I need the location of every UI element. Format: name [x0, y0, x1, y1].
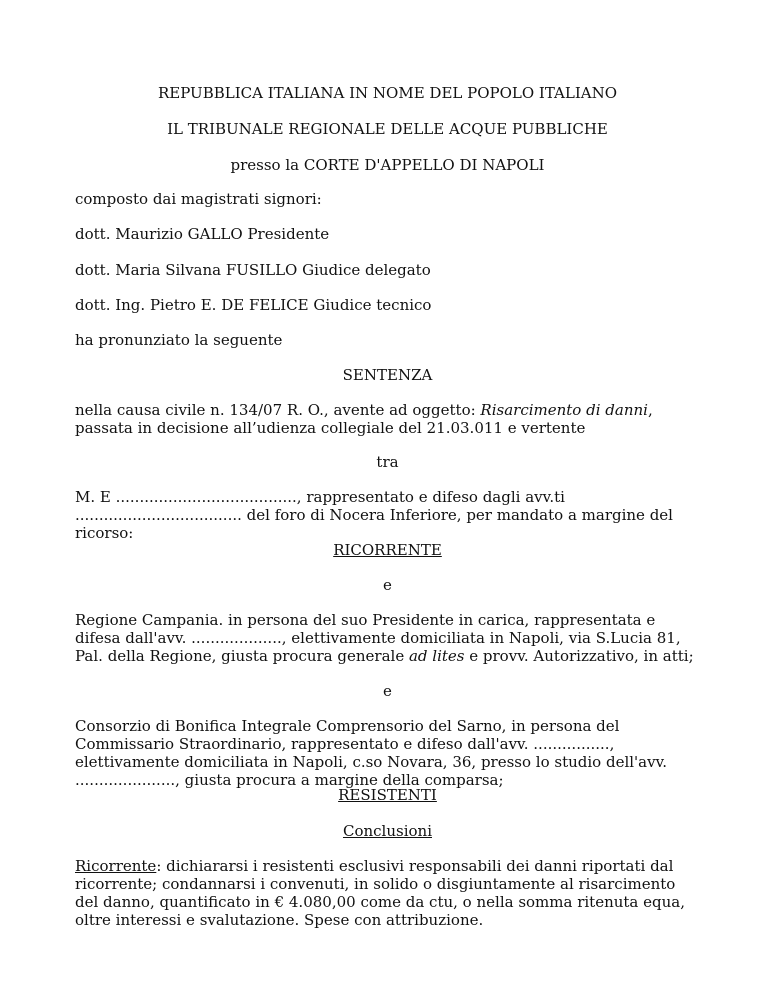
- pronounced-line: ha pronunziato la seguente: [75, 331, 283, 349]
- conclusioni-label: Conclusioni: [342, 822, 432, 840]
- sentenza-title: SENTENZA: [342, 366, 433, 384]
- judge-technical: dott. Ing. Pietro E. DE FELICE Giudice tecnico: [75, 296, 432, 314]
- regione-text-before: Regione Campania. in persona del suo Presidente in carica, rappresentata e difesa dall'avv. ..................., elettivamente domiciliata in Napoli, via S.Lucia 81, Pal. della Regione, giusta procura generale: [75, 611, 681, 665]
- judge-delegate: dott. Maria Silvana FUSILLO Giudice delegato: [75, 261, 431, 279]
- case-text-after: , passata in decisione all’udienza collegiale del 21.03.011 e vertente: [75, 401, 653, 437]
- tra-word: tra: [376, 453, 399, 471]
- regione-text-after: e provv. Autorizzativo, in atti;: [464, 647, 694, 665]
- ricorrente-label: RICORRENTE: [333, 541, 442, 559]
- resistenti-label: RESISTENTI: [338, 786, 437, 804]
- conclusion-label: Ricorrente: [75, 857, 157, 875]
- header-line-court: presso la CORTE D'APPELLO DI NAPOLI: [230, 156, 545, 174]
- case-object: Risarcimento di danni: [480, 401, 648, 419]
- case-text-before: nella causa civile n. 134/07 R. O., avente ad oggetto:: [75, 401, 481, 419]
- header-line-republic: REPUBBLICA ITALIANA IN NOME DEL POPOLO ITALIANO: [157, 84, 618, 102]
- conclusion-text: : dichiararsi i resistenti esclusivi responsabili dei danni riportati dal ricorrente; condannarsi i convenuti, in solido o disgiuntamente al risarcimento del danno, quantificato in € 4.080,00 come da ctu, o nella somma ritenuta equa, oltre interessi e svalutazione. Spese con attribuzione.: [75, 857, 685, 929]
- conjunction-e-1: e: [383, 576, 392, 594]
- ricorrente-paragraph: M. E ......................................, rappresentato e difeso dagli avv.ti ................................... del foro di Nocera Inferiore, per mandato a margine del ricorso:: [75, 488, 673, 542]
- consorzio-paragraph: Consorzio di Bonifica Integrale Comprensorio del Sarno, in persona del Commissario Straordinario, rappresentato e difeso dall'avv. ................, elettivamente domiciliata in Napoli, c.so Novara, 36, presso lo studio dell'avv. ....................., giusta procura a margine della comparsa;: [75, 717, 668, 789]
- judge-president: dott. Maurizio GALLO Presidente: [75, 225, 330, 243]
- header-line-tribunal: IL TRIBUNALE REGIONALE DELLE ACQUE PUBBLICHE: [167, 120, 608, 138]
- court-intro: composto dai magistrati signori:: [75, 190, 322, 208]
- conjunction-e-2: e: [383, 682, 392, 700]
- case-paragraph: [75, 401, 700, 437]
- regione-paragraph: [75, 611, 700, 665]
- conclusion-paragraph: [75, 857, 700, 929]
- regione-italic: ad lites: [408, 647, 465, 665]
